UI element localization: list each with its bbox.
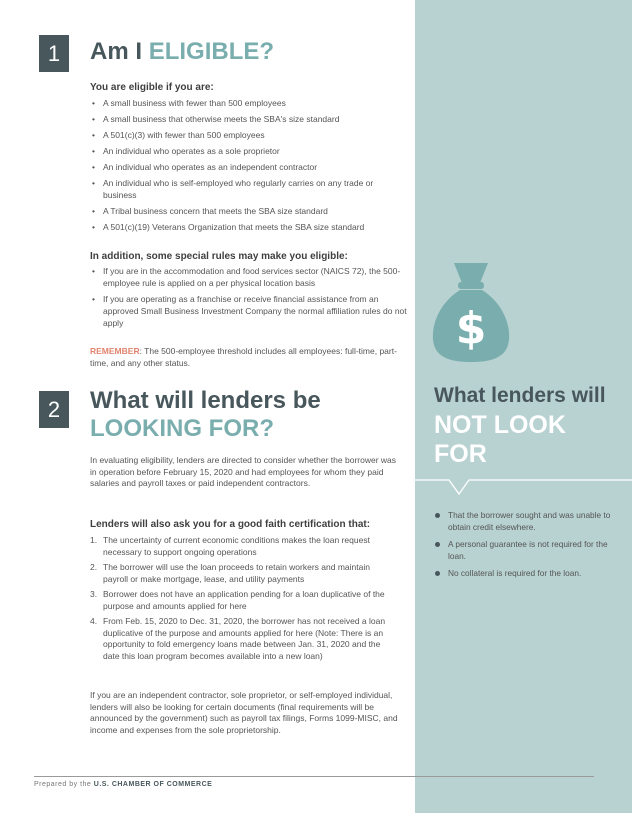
sidebar-item: That the borrower sought and was unable to obtain credit elsewhere. [434, 510, 614, 533]
eligible-heading: You are eligible if you are: [90, 82, 214, 93]
sidebar-title [434, 385, 624, 469]
remember-label: REMEMBER [90, 346, 140, 356]
sidebar-title-plain: What lenders will [434, 384, 606, 407]
sidebar-title-highlight: NOT LOOK FOR [434, 411, 566, 468]
lenders-intro: In evaluating eligibility, lenders are directed to consider whether the borrower was in operation before February 15, 2020 and had employees for whom they paid salaries and payroll taxes or paid independent contractors. [90, 455, 397, 488]
footer-prefix: Prepared by the [34, 781, 94, 788]
eligible-item: • A 501(c)(19) Veterans Organization that meets the SBA size standard [90, 221, 408, 233]
certification-item [90, 562, 390, 585]
section-1-title-accent: ELIGIBLE? [148, 38, 275, 65]
special-rules-heading: In addition, some special rules may make you eligible: [90, 251, 348, 262]
section-1-title-plain: Am I [90, 38, 149, 65]
remember-text: : The 500-employee threshold includes all employees: full-time, part-time, and any other status. [90, 346, 397, 368]
certification-text: From Feb. 15, 2020 to Dec. 31, 2020, the borrower has not received a loan duplicative of the purpose and amounts applied for here (Note: There is an opportunity to fold emergency loans made between Jan. 31, 2020 and the date this loan program becomes available into a new loan) [103, 616, 386, 661]
svg-text:$: $ [455, 303, 487, 354]
sidebar-item: No collateral is required for the loan. [434, 568, 614, 580]
eligible-item: • A small business that otherwise meets the SBA's size standard [90, 113, 408, 125]
section-2-number: 2 [39, 391, 69, 428]
section-2-title [90, 387, 321, 443]
remember-note [90, 346, 400, 369]
eligible-list [90, 97, 408, 237]
money-bag-icon [430, 259, 512, 363]
special-rules-list [90, 265, 408, 333]
sidebar-item: A personal guarantee is not required for the loan. [434, 539, 614, 562]
closing-paragraph: If you are an independent contractor, sole proprietor, or self-employed individual, lenders will also be looking for certain documents (final requirements will be announced by the government) such as payroll tax filings, Forms 1099-MISC, and income and expenses from the sole proprietorship. [90, 690, 398, 735]
certification-number: 2. [90, 562, 98, 572]
section-1-number: 1 [39, 35, 69, 72]
eligible-item: • An individual who operates as an independent contractor [90, 161, 408, 173]
special-rule-item: • If you are operating as a franchise or receive financial assistance from an approved Small Business Investment Company the normal affiliation rules do not apply [90, 293, 408, 329]
certification-item [90, 616, 390, 662]
certification-text: The borrower will use the loan proceeds to retain workers and maintain payroll or make mortgage, lease, and utility payments [103, 562, 370, 584]
footer [34, 781, 212, 788]
special-rule-item: • If you are in the accommodation and food services sector (NAICS 72), the 500-employee rule is applied on a per physical location basis [90, 265, 408, 289]
certification-number: 1. [90, 535, 98, 545]
section-1-title [90, 38, 274, 66]
eligible-item: • A 501(c)(3) with fewer than 500 employees [90, 129, 408, 141]
section-2-title-plain: What will lenders be [90, 387, 321, 414]
footer-org: U.S. CHAMBER OF COMMERCE [93, 781, 213, 788]
certification-number: 4. [90, 616, 98, 626]
certification-list [90, 535, 390, 666]
sidebar-list [434, 510, 614, 586]
certification-number: 3. [90, 589, 98, 599]
eligible-item: • A small business with fewer than 500 employees [90, 97, 408, 109]
sidebar-chevron-divider [415, 478, 632, 500]
certification-item [90, 535, 390, 558]
certification-heading: Lenders will also ask you for a good faith certification that: [90, 519, 371, 530]
footer-divider [34, 776, 594, 777]
section-2-title-accent: LOOKING FOR? [90, 415, 274, 442]
eligible-item: • An individual who operates as a sole proprietor [90, 145, 408, 157]
eligible-item: • A Tribal business concern that meets the SBA size standard [90, 205, 408, 217]
certification-text: Borrower does not have an application pending for a loan duplicative of the purpose and amounts applied for here [103, 589, 385, 611]
certification-text: The uncertainty of current economic conditions makes the loan request necessary to support ongoing operations [103, 535, 370, 557]
certification-item [90, 589, 390, 612]
eligible-item: • An individual who is self-employed who regularly carries on any trade or business [90, 177, 408, 201]
